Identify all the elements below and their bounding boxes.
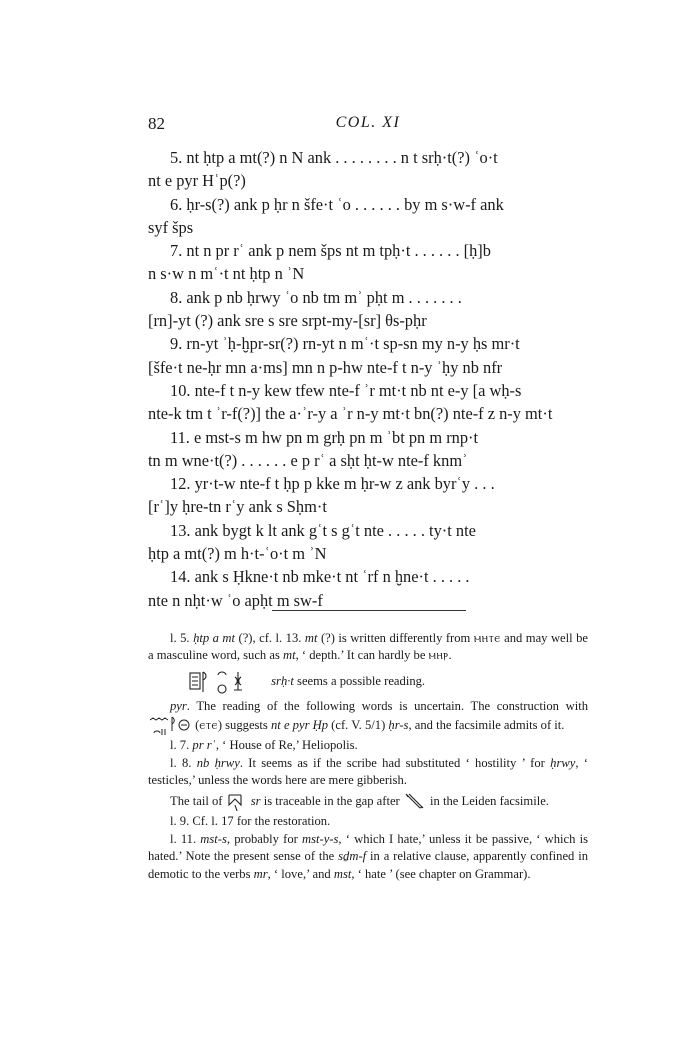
- transliteration-line: 11. e mst-s m hw pn m grḥ pn m ʾbt pn m rnp·t: [170, 427, 479, 447]
- note-hieroglyph-reading: srḥ·t seems a possible reading.: [148, 669, 588, 695]
- transliteration-line: ḥtp a mt(?) m h·t-ʿo·t m ʾN: [148, 544, 327, 564]
- transliteration-line: 14. ank s Ḥkne·t nb mke·t nt ʿrf n ḫne·t . . . . .: [170, 567, 470, 587]
- sr-sign-icon: [226, 791, 248, 813]
- diagonal-sign-icon: [403, 791, 427, 813]
- note-line-9: l. 9. Cf. l. 17 for the restoration.: [170, 814, 331, 829]
- transliteration-line: nte n nḥt·w ʿo apḥt m sw-f: [148, 590, 323, 610]
- transliteration-line: 8. ank p nb ḥrwy ʿo nb tm mʾ pḥt m . . . . . . .: [170, 287, 462, 307]
- transliteration-line: [šfe·t ne-ḥr mn a·ms] mn n p-hw nte-f t n-y ʾḥy nb nfr: [148, 357, 503, 377]
- transliteration-line: nt e pyr Hʿp(?): [148, 171, 246, 191]
- transliteration-line: 13. ank bygt k lt ank gʿt s gʿt nte . . . . . ty·t nte: [170, 520, 476, 540]
- note-tail-sr: The tail of sr is traceable in the gap after in the Leiden facsimile.: [148, 791, 588, 813]
- transliteration-line: 5. nt ḥtp a mt(?) n N ank . . . . . . . . n t srḥ·t(?) ʿo·t: [170, 148, 498, 167]
- running-title: COL. XI: [335, 114, 401, 131]
- transliteration-line: 7. nt n pr rʿ ank p nem šps nt m tpḥ·t . . . . . . [ḥ]b: [170, 241, 491, 261]
- transliteration-line: 10. nte-f t n-y kew tfew nte-f ʾr mt·t nb nt e-y [a wḥ-s: [170, 380, 522, 400]
- transliteration-block: [148, 146, 588, 612]
- note-line-8: l. 8. nb ḥrwy. It seems as if the scribe had substituted ‘ hostility ’ for ḥrwy, ‘ testicles,’ unless the words here are mere gibberish.: [148, 755, 589, 788]
- hieroglyph-group-icon: [188, 669, 268, 695]
- transliteration-line: syf šps: [148, 217, 194, 237]
- transliteration-line: [rʿ]y ḥre-tn rʿy ank s Sḥm·t: [148, 497, 327, 517]
- note-pyr: pyr. The reading of the following words is uncertain. The construction with (ⲉⲧⲉ) suggests nt e pyr Ḥp (cf. V. 5/1) ḥr-s, and the facsimile admits of it.: [148, 698, 588, 737]
- transliteration-line: nte-k tm t ʾr-f(?)] the a·ʾr-y a ʾr n-y mt·t bn(?) nte-f z n-y mt·t: [148, 404, 553, 424]
- transliteration-line: tn m wne·t(?) . . . . . . e p rʿ a sḥt ḥt-w nte-f knmʾ: [148, 450, 468, 470]
- note-line-5: l. 5. ḥtp a mt (?), cf. l. 13. mt (?) is written differently from ⲙⲏⲧⲉ and may well be a masculine word, such as mt, ‘ depth.’ It can hardly be ⲙⲏⲣ.: [148, 631, 589, 663]
- transliteration-line: 6. ḥr-s(?) ank p ḥr n šfe·t ʿo . . . . . . by m s·w-f ank: [170, 194, 504, 214]
- divider-rule: [272, 610, 466, 611]
- transliteration-line: 9. rn-yt ʾḥ-ḫpr-sr(?) rn-yt n mʿ·t sp-sn my n-y ḥs mr·t: [170, 334, 520, 354]
- page-number: 82: [148, 114, 165, 133]
- water-sign-icon: [148, 715, 192, 737]
- page-header: [148, 114, 588, 138]
- transliteration-line: 12. yr·t-w nte-f t ḥp p kke m ḥr-w z ank byrʿy . . .: [170, 474, 495, 494]
- footnotes: [148, 630, 588, 883]
- transliteration-line: n s·w n mʿ·t nt ḥtp n ʾN: [148, 264, 305, 284]
- transliteration-line: [rn]-yt (?) ank sre s sre srpt-my-[sr] θs-pḥr: [148, 311, 427, 331]
- note-line-11: l. 11. mst-s, probably for mst-y-s, ‘ which I hate,’ unless it be passive, ‘ which is hated.’ Note the present sense of the sḏm-f in a relative clause, apparently confined in demotic to the verbs mr, ‘ love,’ and mst, ‘ hate ’ (see chapter on Grammar).: [148, 831, 589, 881]
- note-line-7: l. 7. pr rʿ, ‘ House of Re,’ Heliopolis.: [170, 738, 358, 753]
